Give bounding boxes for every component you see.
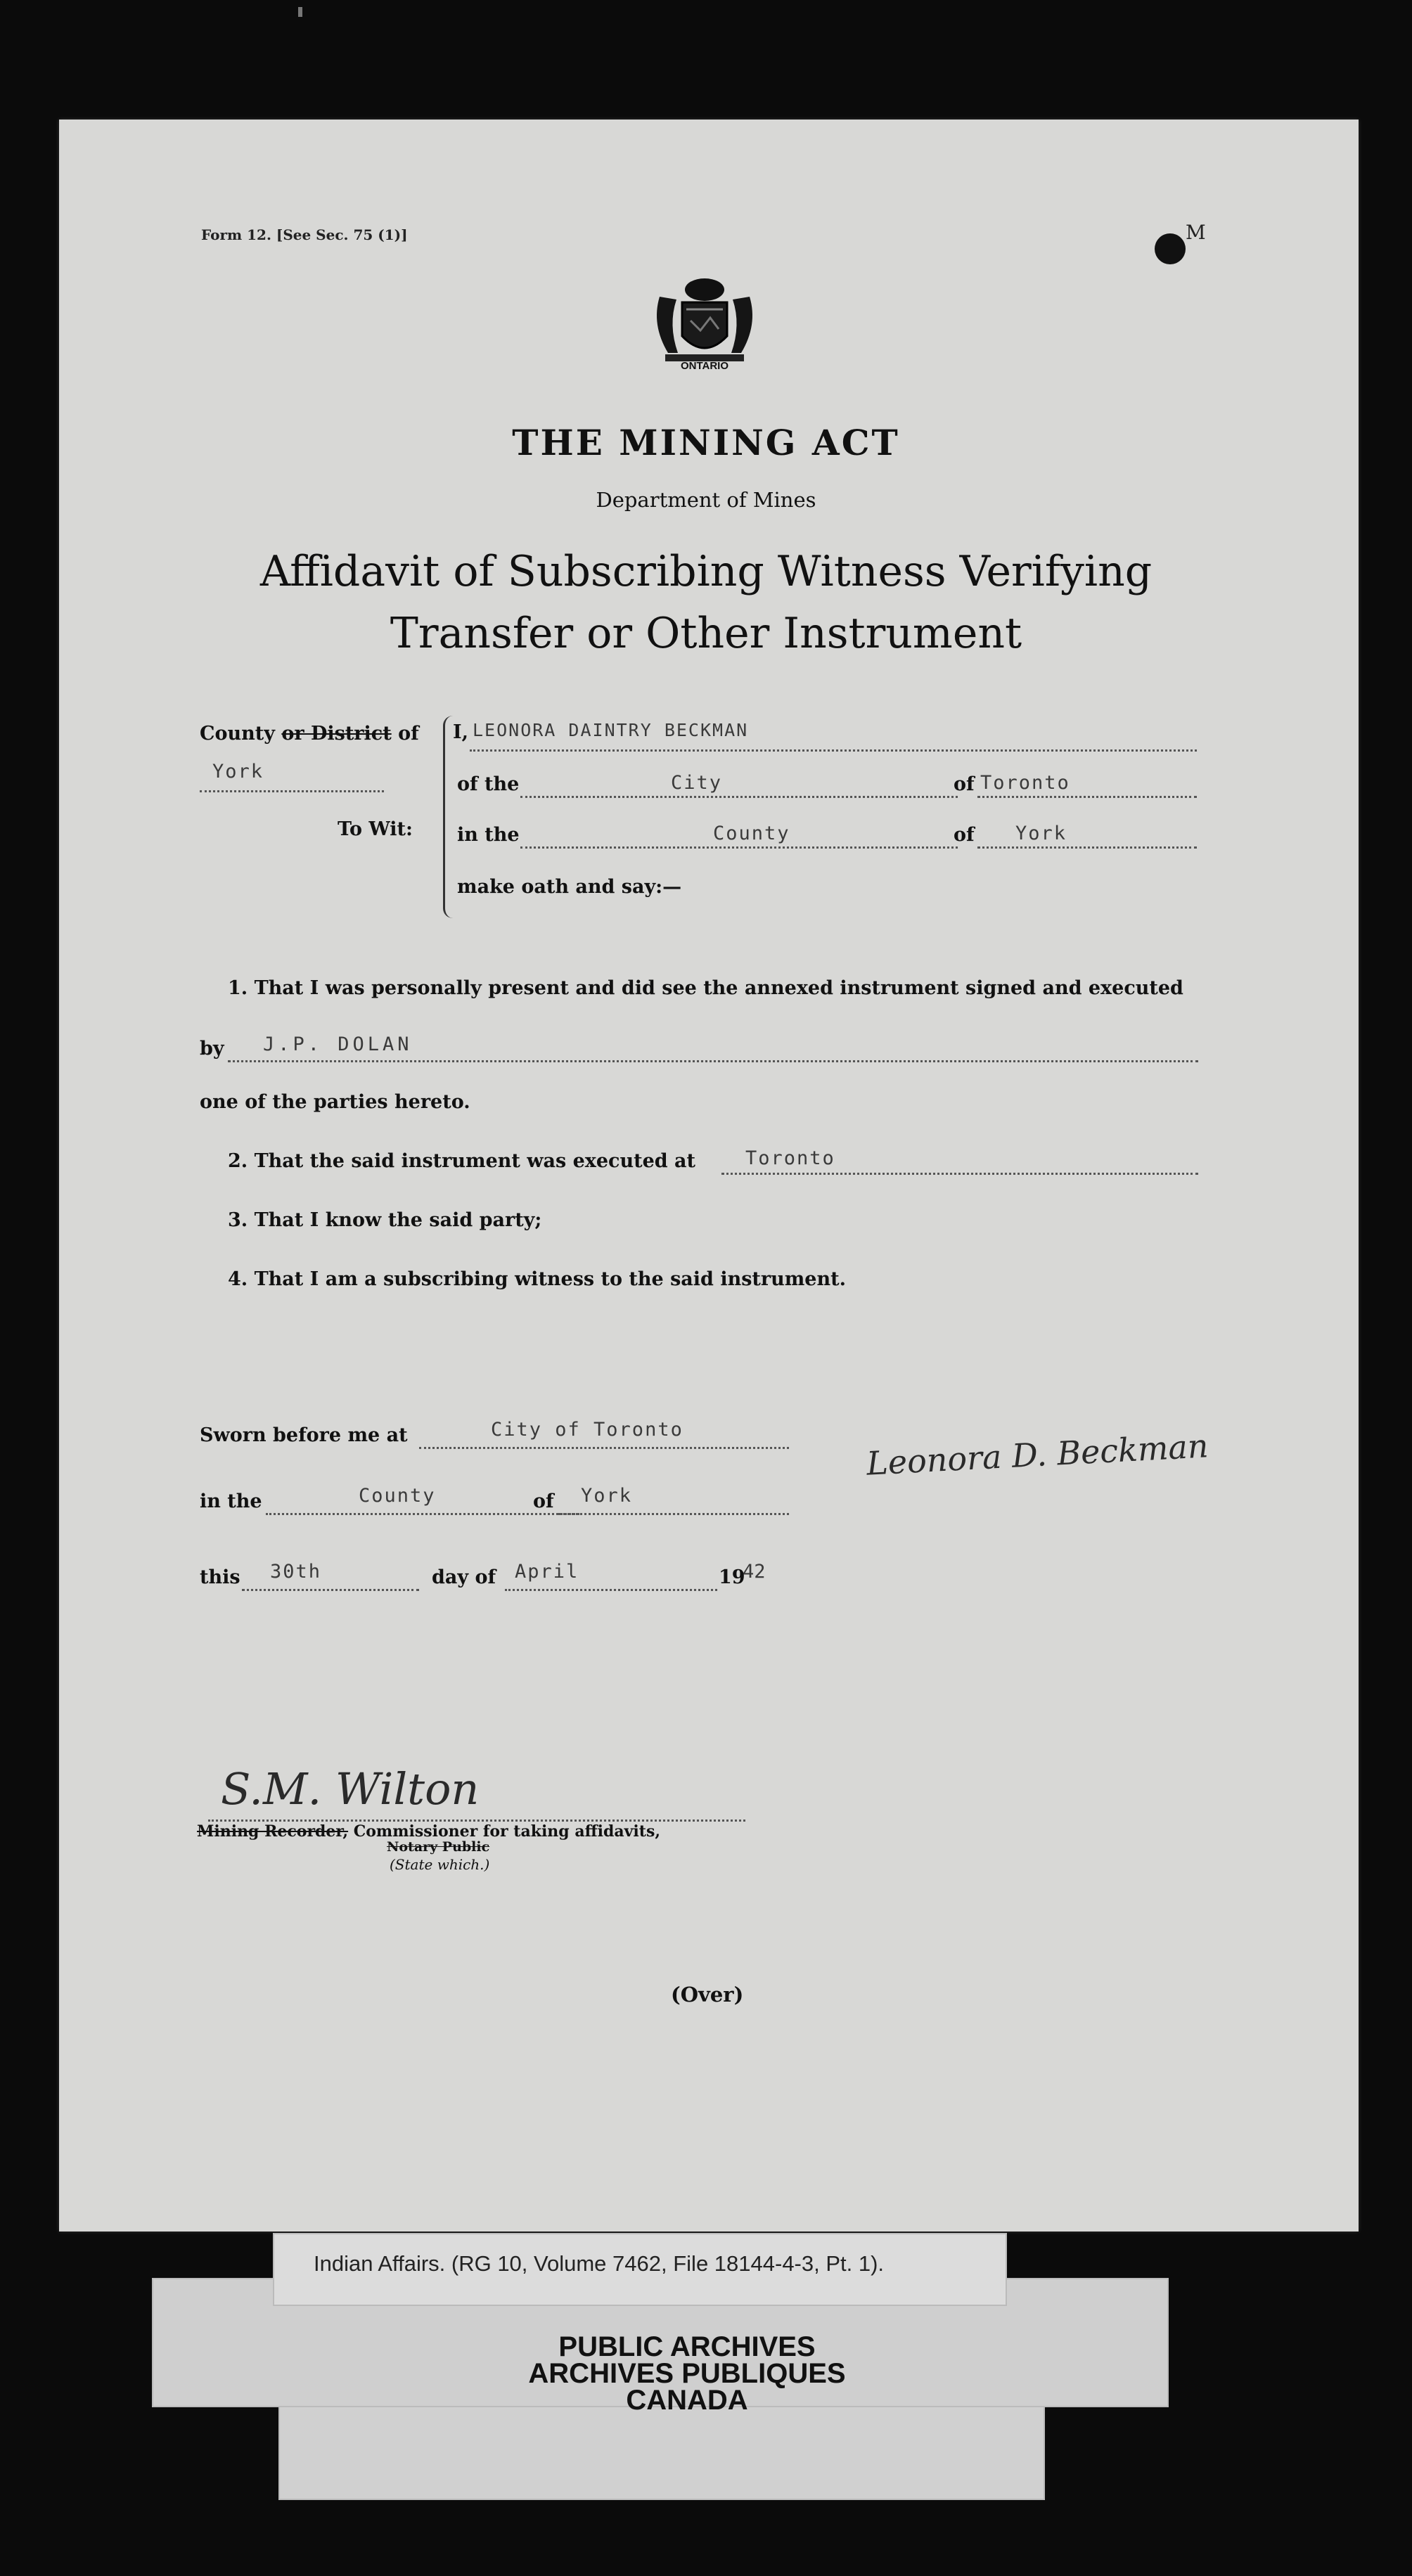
of-the-label: of the (457, 773, 520, 795)
of2-label: of (954, 824, 975, 846)
by-label: by (200, 1038, 224, 1060)
archive-line-2: ARCHIVES PUBLIQUES (528, 2358, 846, 2389)
title-line-1: Affidavit of Subscribing Witness Verifying (259, 547, 1153, 596)
of-the-field (520, 790, 958, 798)
clause-2-value: Toronto (745, 1147, 835, 1169)
commissioner-title-text: Commissioner for taking affidavits, (353, 1822, 660, 1841)
jurat-of-field (558, 1507, 789, 1515)
coat-of-arms (644, 269, 765, 374)
county-label-struck: or District (281, 723, 392, 745)
affidavit-page (59, 120, 1359, 2232)
corner-mark: M (1186, 221, 1206, 244)
of-the-value: City (671, 772, 723, 794)
by-value: J.P. DOLAN (263, 1033, 413, 1055)
county-value: York (212, 761, 264, 783)
struck-title: Mining Recorder, (197, 1822, 349, 1841)
year-prefix: 19 (719, 1566, 745, 1588)
clause-2: 2. That the said instrument was executed at (228, 1150, 696, 1172)
year-value: 42 (743, 1561, 766, 1583)
archive-line-1: PUBLIC ARCHIVES (558, 2331, 816, 2362)
county-label-b: of (398, 723, 419, 745)
i-label: I, (453, 721, 469, 743)
department: Department of Mines (596, 488, 816, 512)
over-label: (Over) (671, 1983, 744, 2007)
ontario-crest-icon (644, 269, 765, 374)
of2-value: York (1015, 823, 1067, 844)
clause-1: 1. That I was personally present and did see the annexed instrument signed and executed (228, 977, 1183, 999)
day-value: 30th (270, 1561, 322, 1583)
sworn-label: Sworn before me at (200, 1424, 408, 1446)
form-number: Form 12. [See Sec. 75 (1)] (201, 226, 408, 243)
to-wit-label: To Wit: (338, 818, 413, 840)
of-label: of (954, 773, 975, 795)
day-field (242, 1583, 419, 1591)
sworn-field (419, 1441, 789, 1449)
day-of-label: day of (432, 1566, 496, 1588)
archive-line-3: CANADA (626, 2385, 748, 2416)
title-line-2: Transfer or Other Instrument (390, 609, 1022, 658)
sworn-value: City of Toronto (491, 1419, 683, 1441)
county-label (200, 723, 419, 745)
deponent-signature: Leonora D. Beckman (865, 1427, 1209, 1483)
clause-4: 4. That I am a subscribing witness to the said instrument. (228, 1268, 846, 1290)
of-value: Toronto (980, 772, 1070, 794)
commissioner-signature: S.M. Wilton (221, 1763, 480, 1815)
jurat-in-the-label: in the (200, 1490, 262, 1512)
jurat-in-the-value: County (359, 1485, 436, 1507)
crest-caption: ONTARIO (680, 360, 729, 372)
film-mark (298, 7, 302, 17)
clause-3: 3. That I know the said party; (228, 1209, 542, 1231)
state-which: (State which.) (390, 1856, 490, 1873)
in-the-label: in the (457, 824, 520, 846)
struck-notary: Notary Public (387, 1839, 490, 1855)
jurat-of-value: York (581, 1485, 633, 1507)
month-value: April (515, 1561, 579, 1583)
month-field (505, 1583, 717, 1591)
deponent-name: LEONORA DAINTRY BECKMAN (473, 720, 749, 740)
archive-reference: Indian Affairs. (RG 10, Volume 7462, File 18144-4-3, Pt. 1). (314, 2251, 885, 2276)
by-field (228, 1055, 1198, 1062)
in-the-value: County (713, 823, 790, 844)
commissioner-signature-line (208, 1817, 745, 1822)
county-label-a: County (200, 723, 275, 745)
jurat-of-label: of (533, 1490, 554, 1512)
act-title: THE MINING ACT (512, 422, 900, 463)
parties-label: one of the parties hereto. (200, 1091, 470, 1113)
oath-label: make oath and say:— (457, 876, 682, 898)
venue-brace (443, 716, 455, 918)
ink-blot (1155, 233, 1186, 264)
commissioner-title (197, 1822, 660, 1841)
of2-field (977, 841, 1197, 849)
this-label: this (200, 1566, 240, 1588)
